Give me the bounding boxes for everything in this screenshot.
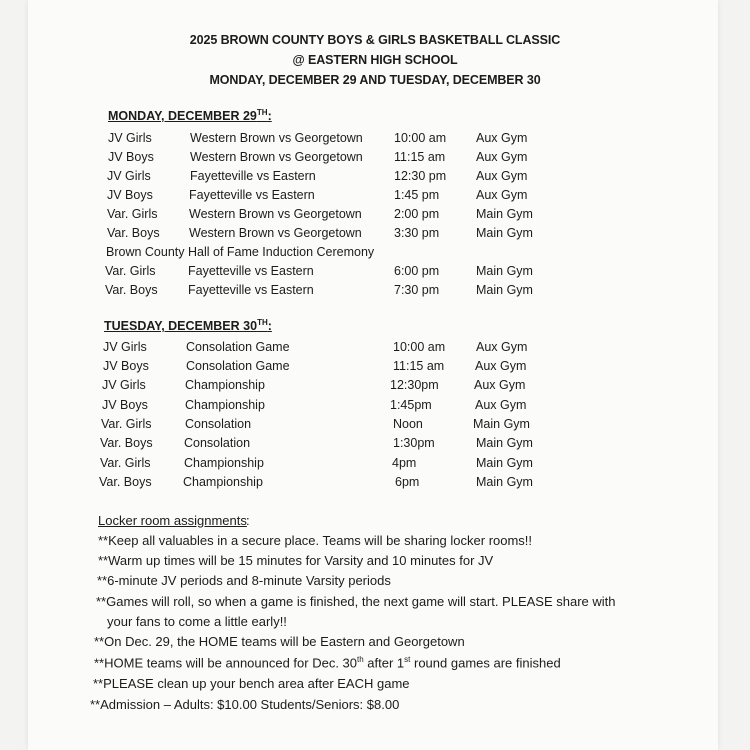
game-time: Noon — [393, 417, 423, 431]
game-location: Aux Gym — [475, 398, 527, 412]
team-label: Var. Girls — [107, 207, 158, 221]
schedule-row — [0, 436, 750, 454]
team-label: JV Boys — [102, 398, 148, 412]
game-location: Main Gym — [476, 283, 533, 297]
schedule-row — [0, 150, 750, 168]
matchup-label: Western Brown vs Georgetown — [190, 131, 363, 145]
matchup-label: Western Brown vs Georgetown — [189, 226, 362, 240]
schedule-row — [0, 378, 750, 396]
note-valuables: **Keep all valuables in a secure place. Teams will be sharing locker rooms!! — [98, 533, 533, 548]
matchup-label: Fayetteville vs Eastern — [189, 188, 315, 202]
schedule-row — [0, 456, 750, 474]
matchup-label: Western Brown vs Georgetown — [190, 150, 363, 164]
note-games-roll-cont: your fans to come a little early!! — [107, 614, 287, 629]
team-label: Var. Boys — [100, 436, 153, 450]
schedule-row — [0, 417, 750, 435]
team-label: JV Girls — [102, 378, 146, 392]
game-time: 6pm — [395, 475, 420, 489]
matchup-label: Consolation — [184, 436, 251, 450]
game-location: Main Gym — [476, 436, 533, 450]
note-periods: **6-minute JV periods and 8-minute Varsity periods — [97, 573, 391, 588]
team-label: Var. Girls — [105, 264, 156, 278]
team-label: JV Girls — [107, 169, 151, 183]
game-time: 1:30pm — [393, 436, 435, 450]
game-time: 11:15 am — [394, 150, 446, 164]
note-admission: **Admission – Adults: $10.00 Students/Seniors: $8.00 — [90, 697, 400, 712]
game-location: Aux Gym — [475, 359, 527, 373]
game-location: Aux Gym — [476, 340, 528, 354]
matchup-label: Championship — [185, 398, 265, 412]
game-time: 12:30 pm — [394, 169, 447, 183]
venue-line: @ EASTERN HIGH SCHOOL — [292, 53, 458, 67]
team-label: JV Boys — [103, 359, 149, 373]
locker-heading-colon: : — [246, 513, 250, 528]
team-label: JV Boys — [108, 150, 154, 164]
team-label: Var. Boys — [105, 283, 158, 297]
document-title: 2025 BROWN COUNTY BOYS & GIRLS BASKETBALL CLASSIC — [189, 33, 561, 47]
game-time: 2:00 pm — [394, 207, 440, 221]
game-time: 3:30 pm — [394, 226, 440, 240]
matchup-label: Consolation Game — [186, 340, 290, 354]
game-time: 12:30pm — [390, 378, 439, 392]
matchup-label: Championship — [185, 378, 265, 392]
schedule-row — [0, 359, 750, 377]
game-location: Main Gym — [476, 226, 533, 240]
team-label: Var. Boys — [107, 226, 160, 240]
locker-room-heading: Locker room assignments — [98, 513, 247, 528]
game-time: 7:30 pm — [394, 283, 440, 297]
game-time: 1:45 pm — [394, 188, 440, 202]
monday-heading: MONDAY, DECEMBER 29TH: — [108, 108, 272, 124]
schedule-row — [0, 226, 750, 244]
game-time: 1:45pm — [390, 398, 432, 412]
game-location: Main Gym — [476, 207, 533, 221]
game-location: Main Gym — [476, 456, 533, 470]
team-label: Var. Girls — [100, 456, 151, 470]
game-location: Aux Gym — [476, 188, 528, 202]
game-location: Main Gym — [476, 475, 533, 489]
matchup-label: Championship — [184, 456, 264, 470]
game-time: 10:00 am — [393, 340, 446, 354]
dates-line: MONDAY, DECEMBER 29 AND TUESDAY, DECEMBER 30 — [209, 73, 541, 87]
team-label: Var. Girls — [101, 417, 152, 431]
note-warmup: **Warm up times will be 15 minutes for Varsity and 10 minutes for JV — [98, 553, 494, 568]
game-location: Aux Gym — [476, 131, 528, 145]
game-location: Aux Gym — [474, 378, 526, 392]
schedule-row — [0, 398, 750, 416]
matchup-label: Fayetteville vs Eastern — [188, 264, 314, 278]
team-label: JV Boys — [107, 188, 153, 202]
team-label: JV Girls — [103, 340, 147, 354]
matchup-label: Consolation Game — [186, 359, 290, 373]
note-games-roll: **Games will roll, so when a game is finished, the next game will start. PLEASE share with — [96, 594, 616, 609]
game-time: 4pm — [392, 456, 417, 470]
game-location: Main Gym — [476, 264, 533, 278]
game-time: 11:15 am — [393, 359, 445, 373]
matchup-label: Consolation — [185, 417, 252, 431]
game-location: Main Gym — [473, 417, 530, 431]
tuesday-heading: TUESDAY, DECEMBER 30TH: — [104, 318, 272, 334]
schedule-row — [0, 207, 750, 225]
schedule-row — [0, 264, 750, 282]
game-time: 10:00 am — [394, 131, 447, 145]
schedule-row — [0, 283, 750, 301]
matchup-label: Fayetteville vs Eastern — [188, 283, 314, 297]
schedule-row — [0, 475, 750, 493]
team-label: JV Girls — [108, 131, 152, 145]
game-location: Aux Gym — [476, 169, 528, 183]
game-location: Aux Gym — [476, 150, 528, 164]
note-cleanup: **PLEASE clean up your bench area after EACH game — [93, 676, 410, 691]
hall-of-fame-ceremony: Brown County Hall of Fame Induction Ceremony — [106, 245, 375, 259]
note-home-dec30: **HOME teams will be announced for Dec. 30th after 1st round games are finished — [94, 655, 561, 671]
schedule-row — [0, 188, 750, 206]
matchup-label: Fayetteville vs Eastern — [190, 169, 316, 183]
schedule-row — [0, 131, 750, 149]
schedule-row — [0, 169, 750, 187]
game-time: 6:00 pm — [394, 264, 440, 278]
schedule-row — [0, 340, 750, 358]
matchup-label: Western Brown vs Georgetown — [189, 207, 362, 221]
team-label: Var. Boys — [99, 475, 152, 489]
note-home-dec29: **On Dec. 29, the HOME teams will be Eastern and Georgetown — [94, 634, 465, 649]
matchup-label: Championship — [183, 475, 263, 489]
